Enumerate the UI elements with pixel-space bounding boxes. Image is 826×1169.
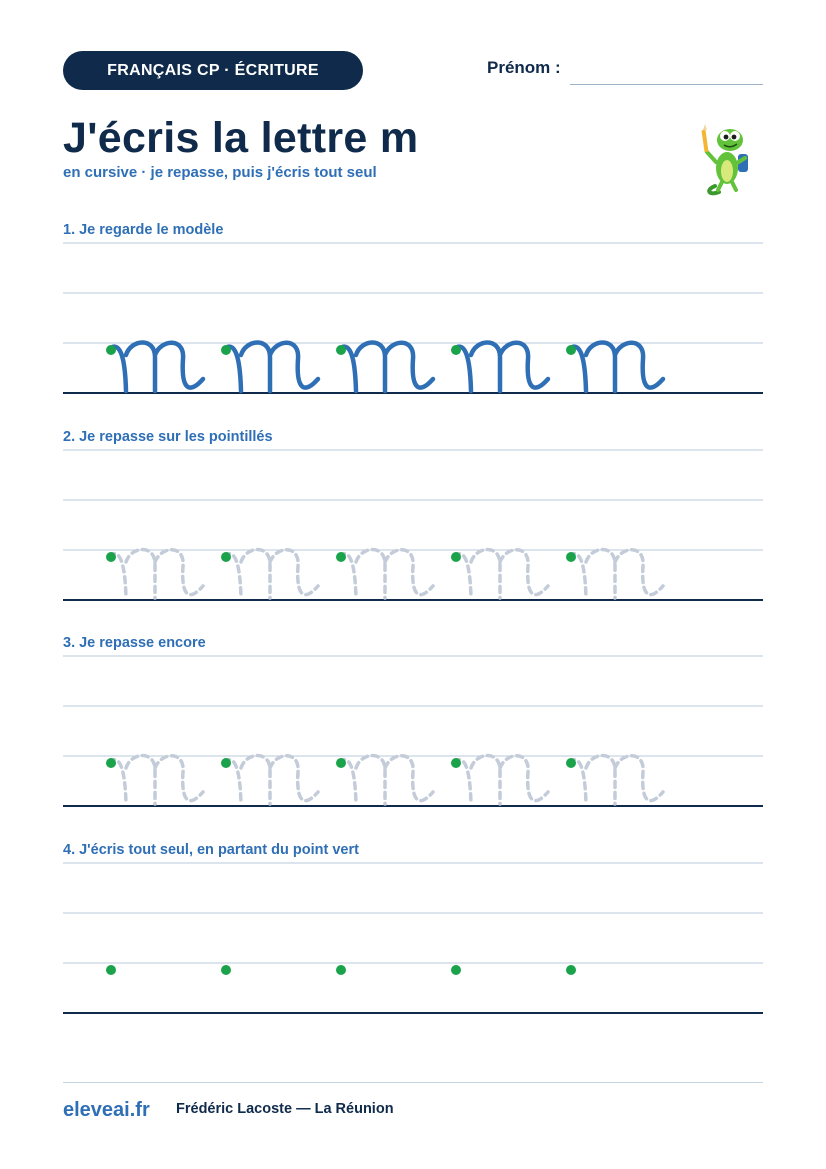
- dotted-letter-m: [569, 756, 663, 805]
- name-label: Prénom :: [487, 58, 561, 77]
- start-dot: [221, 552, 231, 562]
- model-letter-m: [454, 343, 548, 392]
- model-letter-m: [569, 343, 663, 392]
- footer-author: Frédéric Lacoste — La Réunion: [176, 1101, 394, 1117]
- dotted-letter-m: [224, 756, 318, 805]
- model-letter-m: [339, 343, 433, 392]
- footer-brand: eleveai.fr: [63, 1099, 150, 1121]
- start-dot: [336, 552, 346, 562]
- start-dot: [451, 965, 461, 975]
- dotted-letter-m: [454, 756, 548, 805]
- dotted-letter-m: [109, 550, 203, 599]
- page-title: J'écris la lettre m: [63, 114, 419, 162]
- start-dot: [451, 552, 461, 562]
- section-3-title: 3. Je repasse encore: [63, 635, 206, 651]
- footer-divider: [63, 1082, 763, 1083]
- start-dot: [566, 552, 576, 562]
- start-dot: [566, 965, 576, 975]
- model-letter-m: [109, 343, 203, 392]
- start-dot: [336, 345, 346, 355]
- start-dot: [221, 965, 231, 975]
- start-dot: [566, 345, 576, 355]
- start-dot: [451, 758, 461, 768]
- dotted-letter-m: [339, 550, 433, 599]
- model-letter-m: [224, 343, 318, 392]
- dotted-letter-m: [339, 756, 433, 805]
- start-dot: [336, 965, 346, 975]
- dotted-letter-m: [109, 756, 203, 805]
- start-dot: [566, 758, 576, 768]
- dotted-letter-m: [454, 550, 548, 599]
- dotted-letter-m: [569, 550, 663, 599]
- subject-badge: FRANÇAIS CP · ÉCRITURE: [63, 51, 363, 90]
- section-4-title: 4. J'écris tout seul, en partant du point vert: [63, 842, 359, 858]
- section-2-title: 2. Je repasse sur les pointillés: [63, 429, 273, 445]
- start-dot: [106, 758, 116, 768]
- start-dot: [106, 965, 116, 975]
- start-dot: [221, 345, 231, 355]
- dotted-letter-m: [224, 550, 318, 599]
- page-subtitle: en cursive · je repasse, puis j'écris tout seul: [63, 164, 377, 181]
- start-dot: [336, 758, 346, 768]
- start-dot: [451, 345, 461, 355]
- start-dot: [106, 552, 116, 562]
- section-1-title: 1. Je regarde le modèle: [63, 222, 224, 238]
- start-dot: [221, 758, 231, 768]
- start-dot: [106, 345, 116, 355]
